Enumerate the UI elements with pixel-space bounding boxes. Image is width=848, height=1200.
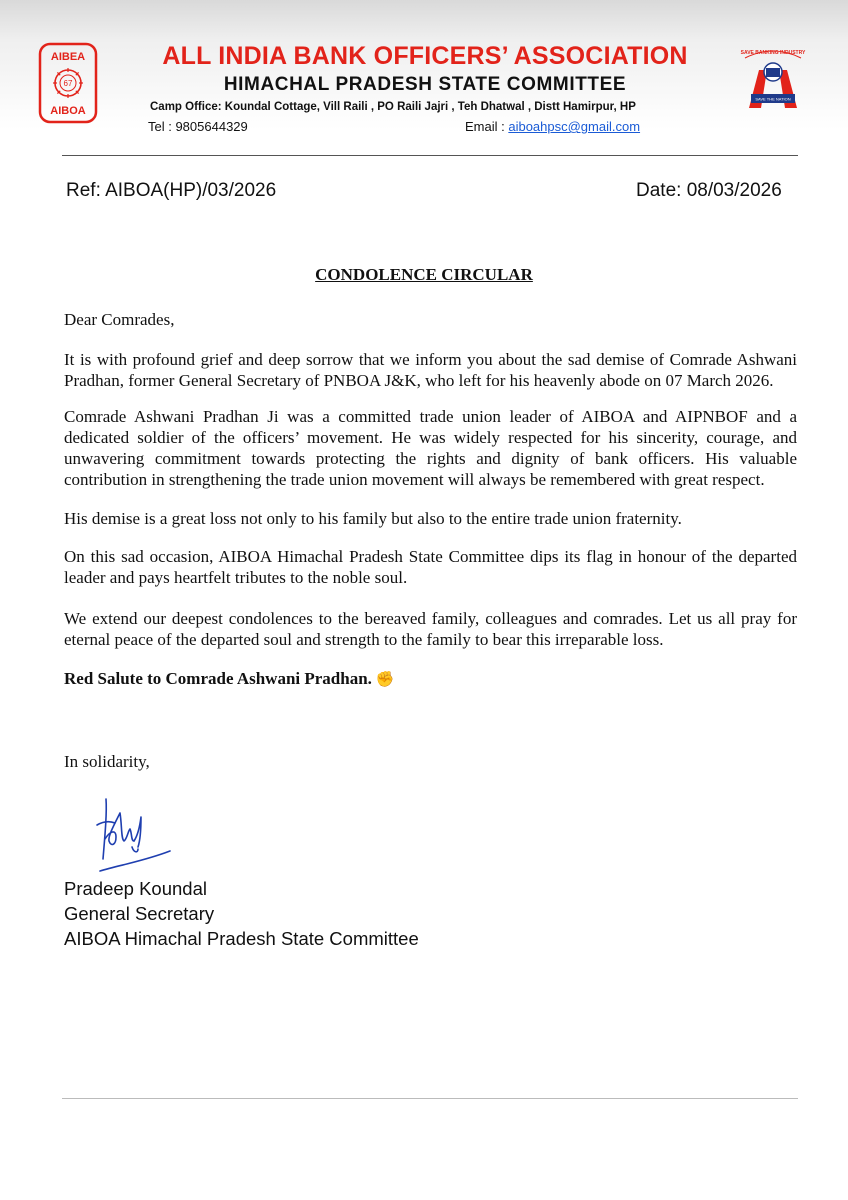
email-line: [465, 119, 640, 134]
state-committee-name: HIMACHAL PRADESH STATE COMMITTEE: [223, 74, 627, 95]
letterhead-divider: [62, 155, 798, 156]
email-link[interactable]: aiboahpsc@gmail.com: [508, 119, 641, 134]
circular-date: Date: 08/03/2026: [636, 180, 782, 201]
raised-fist-icon: ✊: [375, 672, 395, 688]
paragraph-4: On this sad occasion, AIBOA Himachal Pradesh State Committee dips its flag in honour of the departed leader and pays heartfelt tributes to the noble soul.: [64, 547, 797, 587]
paragraph-5: We extend our deepest condolences to the bereaved family, colleagues and comrades. Let us all pray for eternal peace of the departed soul and strength to the family to bear this irreparable loss.: [64, 609, 797, 649]
paragraph-1: It is with profound grief and deep sorrow that we inform you about the sad demise of Comrade Ashwani Pradhan, former General Secretary of PNBOA J&K, who left for his heavenly abode on 07 March 2026.: [64, 350, 797, 390]
camp-office-address: Camp Office: Koundal Cottage, Vill Raili , PO Raili Jajri , Teh Dhatwal , Distt Hamirpur, HP: [150, 101, 636, 113]
svg-text:SAVE THE NATION: SAVE THE NATION: [755, 96, 791, 102]
svg-text:SAVE BANKING INDUSTRY: SAVE BANKING INDUSTRY: [740, 50, 806, 56]
circular-title: CONDOLENCE CIRCULAR: [315, 265, 533, 284]
handwritten-signature: [94, 795, 174, 875]
reference-number: Ref: AIBOA(HP)/03/2026: [66, 180, 277, 201]
save-banking-industry-logo: [735, 42, 811, 110]
svg-text:67: 67: [63, 79, 73, 88]
red-salute: [64, 668, 395, 691]
paragraph-3: His demise is a great loss not only to his family but also to the entire trade union fraternity.: [64, 509, 682, 528]
greeting: Dear Comrades,: [64, 310, 175, 329]
closing: In solidarity,: [64, 752, 150, 771]
email-label: Email :: [465, 119, 509, 134]
paragraph-2: Comrade Ashwani Pradhan Ji was a committed trade union leader of AIBOA and AIPNBOF and a dedicated soldier of the officers’ movement. He was widely respected for his sincerity, courage, and unwavering commitment towards protecting the rights and dignity of bank officers. His valuable contribution in strengthening the trade union movement will always be remembered with great respect.: [64, 407, 797, 489]
signatory-name: Pradeep Koundal: [64, 878, 207, 899]
organisation-name: ALL INDIA BANK OFFICERS’ ASSOCIATION: [162, 42, 688, 70]
red-salute-text: Red Salute to Comrade Ashwani Pradhan.: [64, 669, 372, 688]
aibea-aiboa-logo: [38, 42, 98, 124]
signatory-organisation: AIBOA Himachal Pradesh State Committee: [64, 928, 419, 949]
telephone: Tel : 9805644329: [148, 119, 248, 134]
signatory-designation: General Secretary: [64, 903, 215, 924]
svg-text:AIBOA: AIBOA: [50, 105, 86, 117]
footer-divider: [62, 1098, 798, 1099]
svg-text:AIBEA: AIBEA: [50, 51, 86, 63]
